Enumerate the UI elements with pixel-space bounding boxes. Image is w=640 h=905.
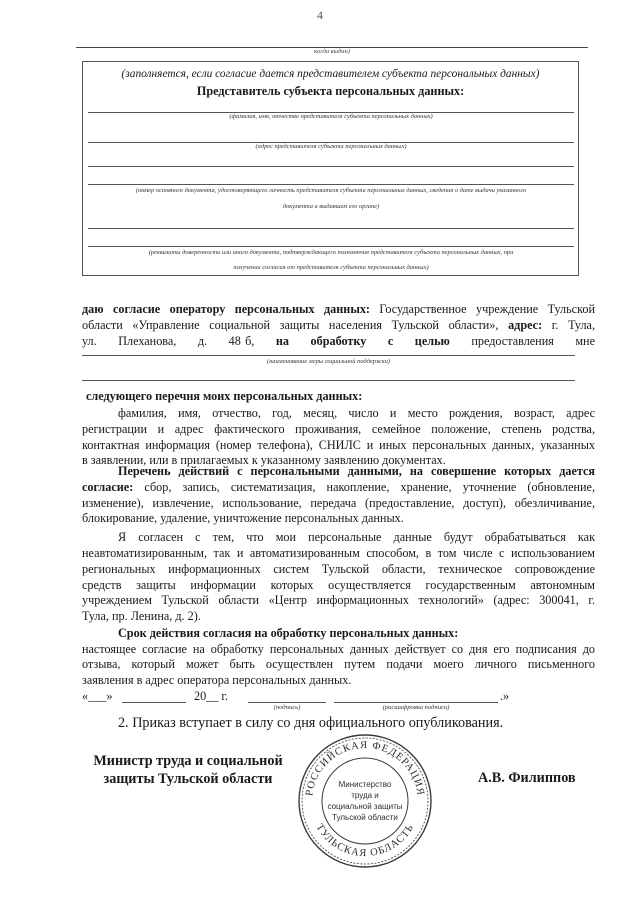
term-heading: Срок действия согласия на обработку персональных данных: (118, 626, 459, 640)
stamp-center-4: Тульской области (332, 813, 398, 822)
consent-line-1: даю согласие оператору персональных данных: Государственное учреждение Тульской (82, 302, 595, 316)
consent-line-3: ул. Плеханова, д. 48 б, на обработку с целью предоставления мне (82, 334, 595, 348)
agree-line-4: средств защиты информации которых осуществляется государственным автономным (82, 578, 595, 592)
list-line-3: контактная информация (номер телефона), СНИЛС и иных персональных данных, указанных (82, 438, 595, 452)
sign-date-open: «___» (82, 689, 113, 703)
stamp-ring-top-text: РОССИЙСКАЯ ФЕДЕРАЦИЯ (304, 739, 426, 797)
actions-heading: Перечень действий с персональными данными, на совершение которых дается (118, 464, 595, 478)
consent-line-2: области «Управление социальной защиты населения Тульской области», адрес: г. Тула, (82, 318, 595, 332)
stamp-center-3: социальной защиты (327, 802, 403, 811)
order-text: 2. Приказ вступает в силу со дня официального опубликования. (118, 715, 504, 731)
rep-document-line-2 (88, 228, 574, 229)
agree-line-3: региональных информационных систем Тульской области, техническое сопровождение (82, 562, 595, 576)
sign-decode-caption: (расшифровка подписи) (382, 704, 450, 711)
agree-line-1: Я согласен с тем, что мои персональные данные будут обрабатываться как (118, 530, 595, 544)
list-line-4: в заявлении, или в прилагаемых к указанному заявлению документах. (82, 453, 446, 467)
actions-line-3: блокирование, удаление, уничтожение персональных данных. (82, 511, 404, 525)
sign-signature-line (248, 702, 326, 703)
minister-title-line-1: Министр труда и социальной (93, 753, 283, 769)
rep-power-caption-1: (реквизиты доверенности или иного документа, подтверждающего полномочия представителя субъекта персональных данных, при (148, 249, 514, 256)
agree-line-6: Тула, пр. Ленина, д. 2). (82, 609, 201, 623)
actions-line-1: согласие: сбор, запись, систематизация, накопление, хранение, уточнение (обновление, (82, 480, 595, 494)
stamp-graphic (296, 732, 434, 870)
minister-title (82, 752, 294, 788)
term-line-3: заявления в адрес оператора персональных данных. (82, 673, 352, 687)
minister-name: А.В. Филиппов (478, 770, 576, 786)
stamp-dotted-ring (302, 738, 428, 864)
list-line-1: фамилия, имя, отчество, год, месяц, число и место рождения, возраст, адрес (118, 406, 595, 420)
sign-decode-line (334, 702, 498, 703)
rep-power-caption-2: получении согласия от представителя субъекта персональных данных) (233, 264, 429, 271)
agree-line-5: учреждением Тульской области «Центр информационных технологий» (адрес: 300041, г. (82, 593, 595, 607)
page-number: 4 (317, 8, 323, 22)
rep-name-caption: (фамилия, имя, отчество представителя субъекта персональных данных) (229, 113, 433, 120)
sign-close: .» (500, 689, 510, 703)
actions-line-2: изменение), извлечение, использование, передача (предоставление, доступ), обезличивание, (82, 496, 595, 510)
stamp-center-2: труда и (351, 791, 379, 800)
measure-line-2 (82, 380, 575, 381)
measure-line (82, 355, 575, 356)
sign-year: 20__ г. (194, 689, 229, 703)
measure-caption: (наименование меры социальной поддержки) (266, 358, 391, 365)
stamp-inner-ring (322, 758, 408, 844)
sign-month-line (122, 702, 186, 703)
rep-document-caption-2: документа и выдавшем его органе) (282, 203, 380, 210)
rep-address-caption: (адрес представителя субъекта персональных данных) (255, 143, 407, 150)
minister-title-line-2: защиты Тульской области (103, 771, 273, 787)
rep-document-line (88, 184, 574, 185)
term-line-2: отзыва, который может быть осуществлен путем подачи моего личного письменного (82, 657, 595, 671)
rep-address-line-2 (88, 166, 574, 167)
rep-document-caption-1: (номер основного документа, удостоверяющего личность представителя субъекта персональных данных, сведения о дате выдачи указанного (135, 187, 527, 194)
sign-signature-caption: (подпись) (273, 704, 301, 711)
official-stamp (296, 732, 434, 875)
stamp-ring-bottom-text: ТУЛЬСКАЯ ОБЛАСТЬ (313, 822, 417, 860)
stamp-center-1: Министерство (338, 780, 392, 789)
representative-note: (заполняется, если согласие дается представителем субъекта персональных данных) (121, 68, 540, 80)
stamp-outer-ring (299, 735, 431, 867)
list-line-2: регистрации и адрес фактического проживания, семейное положение, степень родства, (82, 422, 595, 436)
agree-line-2: неавтоматизированным, так и автоматизированным способом, в том числе с использованием (82, 546, 595, 560)
rep-power-line (88, 246, 574, 247)
top-caption: когда выдан) (314, 48, 350, 55)
term-line-1: настоящее согласие на обработку персональных данных действует со дня его подписания до (82, 642, 595, 656)
representative-heading: Представитель субъекта персональных данных: (196, 84, 465, 98)
list-heading: следующего перечня моих персональных данных: (86, 389, 363, 403)
